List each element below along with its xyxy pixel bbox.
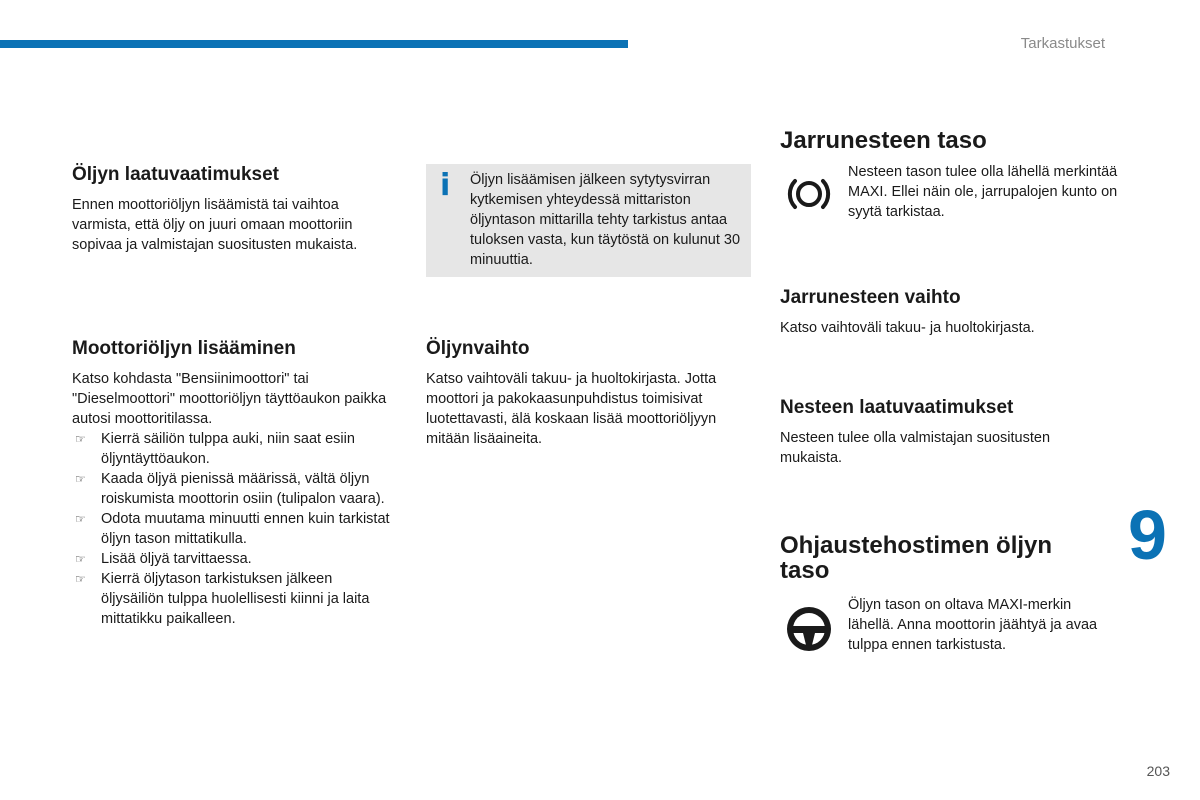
brake-level-section [780, 128, 1120, 161]
fluid-quality-heading: Nesteen laatuvaatimukset [780, 397, 1014, 418]
oil-add-section [72, 337, 390, 629]
oil-change-text: Katso vaihtoväli takuu- ja huoltokirjasta. Jotta moottori ja pakokaasunpuhdistus toimisivat luotettavasti, älä koskaan lisää moottoriöljyyn mitään lisäaineita. [426, 371, 717, 447]
oil-quality-heading: Öljyn laatuvaatimukset [72, 164, 279, 185]
hand-pointer-icon: ☞ [75, 512, 86, 526]
list-item: ☞ Kierrä öljytason tarkistuksen jälkeen öljysäiliön tulppa huolellisesti kiinni ja laita mittatikku paikalleen. [75, 571, 370, 627]
oil-change-section [426, 337, 726, 449]
page-number: 203 [1146, 763, 1170, 779]
steering-text: Öljyn tason on oltava MAXI-merkin lähellä. Anna moottorin jäähtyä ja avaa tulppa ennen tarkistusta. [848, 597, 1098, 653]
hand-pointer-icon: ☞ [75, 472, 86, 486]
hand-pointer-icon: ☞ [75, 572, 86, 586]
oil-add-steps [72, 429, 390, 629]
brake-level-text: Nesteen tason tulee olla lähellä merkintää MAXI. Ellei näin ole, jarrupalojen kunto on syytä tarkistaa. [848, 164, 1118, 220]
fluid-quality-text: Nesteen tulee olla valmistajan suositusten mukaista. [780, 430, 1051, 466]
brake-change-section [780, 286, 1120, 338]
brake-level-heading: Jarrunesteen taso [780, 127, 987, 154]
list-item: ☞ Odota muutama minuutti ennen kuin tarkistat öljyn tason mittatikulla. [75, 511, 390, 547]
section-title: Tarkastukset [1020, 35, 1105, 52]
fluid-quality-section [780, 396, 1110, 468]
list-item: ☞ Lisää öljyä tarvittaessa. [75, 551, 252, 567]
brake-warning-icon [781, 166, 837, 222]
oil-add-intro: Katso kohdasta "Bensiinimoottori" tai "Dieselmoottori" moottoriöljyn täyttöaukon paikka autosi moottoritilassa. [72, 371, 387, 427]
hand-pointer-icon: ☞ [75, 432, 86, 446]
info-note [426, 164, 751, 277]
brake-change-heading: Jarrunesteen vaihto [780, 287, 961, 308]
steering-wheel-icon [781, 601, 837, 657]
list-item: ☞ Kierrä säiliön tulppa auki, niin saat esiin öljyntäyttöaukon. [75, 431, 355, 467]
brake-change-text: Katso vaihtoväli takuu- ja huoltokirjasta. [780, 320, 1035, 336]
info-note-text: Öljyn lisäämisen jälkeen sytytysvirran kytkemisen yhteydessä mittariston öljyntason mittarilla tehty tarkistus antaa tuloksen vasta, kun täytöstä on kulunut 30 minuuttia. [470, 172, 741, 268]
oil-quality-section [72, 163, 390, 255]
steering-section [780, 533, 1080, 591]
list-item: ☞ Kaada öljyä pienissä määrissä, vältä öljyn roiskumista moottorin osiin (tulipalon vaara). [75, 471, 385, 507]
oil-quality-text: Ennen moottoriöljyn lisäämistä tai vaihtoa varmista, että öljy on juuri omaan moottoriin sopivaa ja valmistajan suositusten mukaista. [72, 197, 358, 253]
info-icon: i [440, 168, 451, 203]
header-accent-bar [0, 40, 628, 48]
oil-change-heading: Öljynvaihto [426, 338, 530, 359]
chapter-number: 9 [1128, 496, 1167, 574]
steering-heading: Ohjaustehostimen öljyn taso [780, 532, 1053, 584]
hand-pointer-icon: ☞ [75, 552, 86, 566]
oil-add-heading: Moottoriöljyn lisääminen [72, 338, 296, 359]
